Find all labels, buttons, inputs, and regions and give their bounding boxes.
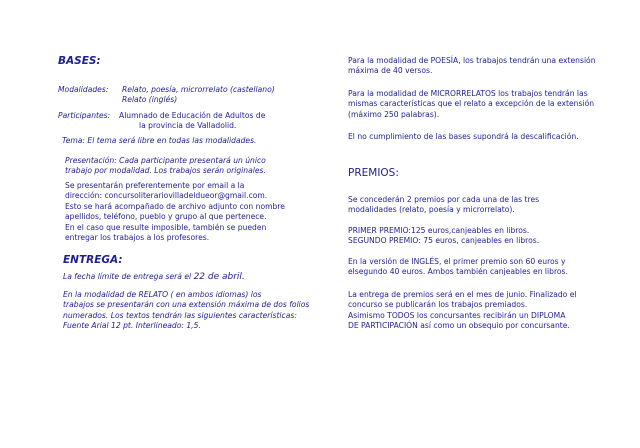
entrega-premios-text xyxy=(348,290,577,332)
premios-list xyxy=(348,226,539,247)
ingles-text xyxy=(348,257,568,278)
bases-heading: BASES: xyxy=(58,55,101,67)
poesia-text xyxy=(348,56,596,77)
entrega-premios-line: concurso se publicarán los trabajos premiados. xyxy=(348,300,528,310)
premios-intro-line: Se concederán 2 premios por cada una de las tres xyxy=(348,195,540,204)
relato-text xyxy=(63,290,309,332)
participantes-list xyxy=(119,111,265,132)
modalidades-line: Relato, poesía, microrrelato (castellano) xyxy=(122,85,275,94)
envio-text xyxy=(65,181,285,243)
participantes-label: Participantes: xyxy=(58,111,111,120)
incumplimiento-text: El no cumplimiento de las bases supondrá la descalificación. xyxy=(348,132,579,141)
envio-line: apellidos, teléfono, pueblo y grupo al que pertenece. xyxy=(65,212,267,222)
modalidades-list xyxy=(122,85,275,106)
poesia-line: Para la modalidad de POESÍA, los trabajos tendrán una extensión xyxy=(348,56,596,65)
segundo-premio: SEGUNDO PREMIO: 75 euros, canjeables en libros. xyxy=(348,236,540,246)
presentacion-line: trabajo por modalidad. Los trabajos serán originales. xyxy=(65,166,266,176)
envio-line: Se presentarán preferentemente por email a la xyxy=(65,181,245,190)
entrega-premios-line: DE PARTICIPACIÓN así como un obsequio por concursante. xyxy=(348,321,570,331)
entrega-premios-line: Asimismo TODOS los concursantes recibirán un DIPLOMA xyxy=(348,310,566,320)
envio-line: dirección: concursoliterariovilladeldueor@gmail.com. xyxy=(65,191,268,201)
premios-intro xyxy=(348,195,539,216)
fecha-limite xyxy=(63,272,245,282)
relato-line: Fuente Arial 12 pt. Interlineado: 1,5. xyxy=(63,321,201,331)
ingles-line: En la versión de INGLÉS, el primer premio son 60 euros y xyxy=(348,257,566,266)
relato-line: En la modalidad de RELATO ( en ambos idiomas) los xyxy=(63,290,262,299)
micro-line: Para la modalidad de MICRORRELATOS los trabajos tendrán las xyxy=(348,89,588,98)
tema-text: Tema: El tema será libre en todas las modalidades. xyxy=(62,136,257,145)
entrega-heading: ENTREGA: xyxy=(63,254,123,266)
modalidades-label: Modalidades: xyxy=(58,85,109,94)
relato-line: numerados. Los textos tendrán las siguientes características: xyxy=(63,310,297,320)
microrrelatos-text xyxy=(348,89,594,120)
envio-line: En el caso que resulte imposible, también se pueden xyxy=(65,222,267,232)
modalidades-line: Relato (inglés) xyxy=(122,95,178,105)
premios-heading: PREMIOS: xyxy=(348,167,399,179)
fecha-text: La fecha límite de entrega será el xyxy=(63,272,194,281)
micro-line: mismas características que el relato a excepción de la extensión xyxy=(348,99,595,109)
presentacion-text xyxy=(65,156,266,177)
participantes-line: la provincia de Valladolid. xyxy=(139,121,237,131)
premios-intro-line: modalidades (relato, poesía y microrrelato). xyxy=(348,205,515,215)
envio-line: Esto se hará acompañado de archivo adjunto con nombre xyxy=(65,201,285,211)
primer-premio: PRIMER PREMIO:125 euros,canjeables en libros. xyxy=(348,226,530,235)
poesia-line: máxima de 40 versos. xyxy=(348,66,433,76)
fecha-date: 22 de abril. xyxy=(193,272,245,282)
ingles-line: elsegundo 40 euros. Ambos también canjeables en libros. xyxy=(348,267,568,277)
participantes-line: Alumnado de Educación de Adultos de xyxy=(119,111,266,120)
presentacion-line: Presentación: Cada participante presentará un único xyxy=(65,156,266,165)
envio-line: entregar los trabajos a los profesores. xyxy=(65,233,210,243)
relato-line: trabajos se presentarán con una extensión máxima de dos folios xyxy=(63,300,310,310)
micro-line: (máximo 250 palabras). xyxy=(348,109,440,119)
entrega-premios-line: La entrega de premios será en el mes de junio. Finalizado el xyxy=(348,290,577,299)
